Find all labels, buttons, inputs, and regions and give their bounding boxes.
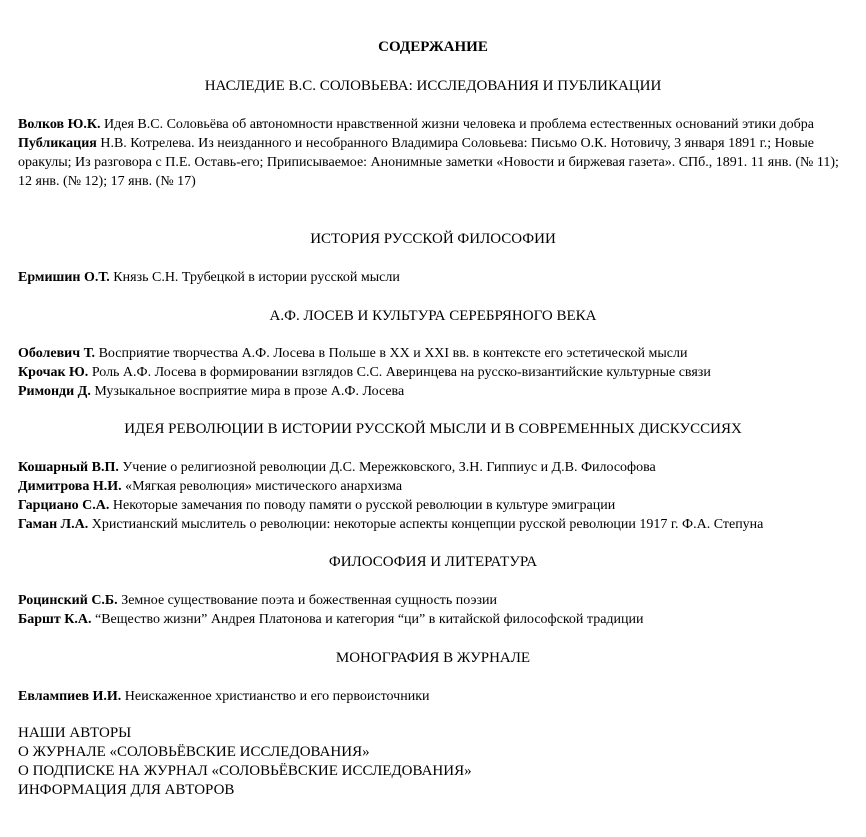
footer-link-subscription[interactable]: О ПОДПИСКЕ НА ЖУРНАЛ «СОЛОВЬЁВСКИЕ ИССЛЕДОВАНИЯ» (18, 763, 472, 779)
toc-entry[interactable] (18, 363, 844, 382)
toc-entry[interactable] (18, 687, 844, 706)
toc-entry[interactable] (18, 458, 844, 477)
entry-title: Восприятие творчества А.Ф. Лосева в Польше в XX и XXI вв. в контексте его эстетической мысли (98, 346, 688, 361)
section-entries-solovyov-heritage (18, 115, 844, 191)
footer-link-author-info[interactable]: ИНФОРМАЦИЯ ДЛЯ АВТОРОВ (18, 782, 235, 798)
entry-title: Некоторые замечания по поводу памяти о русской революции в культуре эмиграции (112, 498, 616, 513)
entry-title: Музыкальное восприятие мира в прозе А.Ф. Лосева (94, 384, 405, 399)
entry-title: Н.В. Котрелева. Из неизданного и несобранного Владимира Соловьева: Письмо О.К. Нотовичу, 3 января 1891 г.; Новые оракулы; Из разговора с П.Е. Оставь-его; Приписываемое: Анонимные заметки «Новости и биржевая газета». СПб., 1891. 11 янв. (№ 11); 12 янв. (№ 12); 17 янв. (№ 17) (18, 136, 839, 189)
entry-author: Роцинский С.Б. (18, 593, 118, 608)
entry-author: Оболевич Т. (18, 346, 96, 361)
toc-entry[interactable] (18, 477, 844, 496)
entry-author: Баршт К.А. (18, 612, 92, 627)
entry-author: Крочак Ю. (18, 365, 89, 380)
entry-title: Роль А.Ф. Лосева в формировании взглядов С.С. Аверинцева на русско-византийские культурные связи (91, 365, 711, 380)
entry-author: Римонди Д. (18, 384, 91, 399)
entry-title: Земное существование поэта и божественная сущность поэзии (121, 593, 497, 608)
entry-title: Идея В.С. Соловьёва об автономности нравственной жизни человека и проблема естественных оснований этики добра (104, 117, 815, 132)
section-entries-losev-silver-age (18, 344, 844, 401)
section-heading-revolution-idea: ИДЕЯ РЕВОЛЮЦИИ В ИСТОРИИ РУССКОЙ МЫСЛИ И В СОВРЕМЕННЫХ ДИСКУССИЯХ (124, 421, 742, 437)
entry-title: «Мягкая революция» мистического анархизма (125, 479, 403, 494)
entry-author: Гарциано С.А. (18, 498, 110, 513)
entry-author: Гаман Л.А. (18, 517, 89, 532)
section-heading-russian-philosophy-history: ИСТОРИЯ РУССКОЙ ФИЛОСОФИИ (310, 231, 556, 247)
section-entries-philosophy-literature (18, 591, 844, 629)
entry-author: Волков Ю.К. (18, 117, 101, 132)
entry-author: Кошарный В.П. (18, 460, 119, 475)
footer-links (18, 724, 844, 800)
toc-entry[interactable] (18, 382, 844, 401)
entry-title: “Вещество жизни” Андрея Платонова и категория “ци” в китайской философской традиции (95, 612, 644, 627)
entry-author: Публикация (18, 136, 97, 151)
toc-entry[interactable] (18, 591, 844, 610)
toc-entry[interactable] (18, 610, 844, 629)
entry-title: Христианский мыслитель о революции: некоторые аспекты концепции русской революции 1917 г. Ф.А. Степуна (91, 517, 764, 532)
section-heading-losev-silver-age: А.Ф. ЛОСЕВ И КУЛЬТУРА СЕРЕБРЯНОГО ВЕКА (269, 308, 597, 324)
footer-link-about-journal[interactable]: О ЖУРНАЛЕ «СОЛОВЬЁВСКИЕ ИССЛЕДОВАНИЯ» (18, 744, 370, 760)
section-heading-monograph: МОНОГРАФИЯ В ЖУРНАЛЕ (335, 650, 531, 666)
footer-link-our-authors[interactable]: НАШИ АВТОРЫ (18, 725, 132, 741)
entry-title: Учение о религиозной революции Д.С. Мережковского, З.Н. Гиппиус и Д.В. Философова (122, 460, 656, 475)
toc-entry[interactable] (18, 496, 844, 515)
toc-entry[interactable] (18, 515, 844, 534)
section-heading-solovyov-heritage: НАСЛЕДИЕ В.С. СОЛОВЬЕВА: ИССЛЕДОВАНИЯ И ПУБЛИКАЦИИ (204, 78, 662, 94)
entry-title: Неискаженное христианство и его первоисточники (124, 689, 430, 704)
section-entries-russian-philosophy-history (18, 268, 844, 287)
entry-author: Евлампиев И.И. (18, 689, 122, 704)
section-entries-monograph (18, 687, 844, 706)
entry-author: Ермишин О.Т. (18, 270, 110, 285)
page-title: СОДЕРЖАНИЕ (378, 39, 488, 55)
toc-entry[interactable] (18, 134, 844, 191)
toc-entry[interactable] (18, 268, 844, 287)
section-entries-revolution-idea (18, 458, 844, 534)
entry-author: Димитрова Н.И. (18, 479, 122, 494)
section-heading-philosophy-literature: ФИЛОСОФИЯ И ЛИТЕРАТУРА (328, 554, 538, 570)
toc-entry[interactable] (18, 344, 844, 363)
toc-entry[interactable] (18, 115, 844, 134)
entry-title: Князь С.Н. Трубецкой в истории русской мысли (113, 270, 400, 285)
